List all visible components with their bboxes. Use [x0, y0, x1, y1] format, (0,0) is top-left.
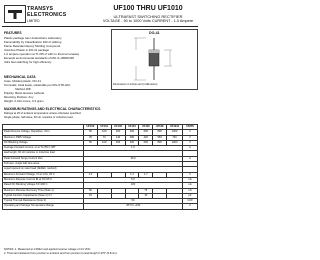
parameter-name-cell: Rated DC Blocking Voltage TA=100 C: [3, 183, 84, 188]
package-outline-box: [111, 29, 198, 90]
unit-cell: A: [183, 156, 198, 161]
parameter-name-cell: Operating and Storage Temperature Range: [3, 204, 84, 209]
voltage-current-spec: VOLTAGE - 50 to 1000 Volts CURRENT - 1.0 Ampere: [102, 19, 194, 23]
value-cell: 35: [83, 135, 97, 140]
parameter-name-cell: Typical Junction Capacitance (Note 2) CJ: [3, 193, 84, 198]
company-name-line1: TRANSYS: [27, 6, 54, 12]
unit-cell: nS: [183, 188, 198, 193]
feature-line: Flame Retardant Epoxy Molding Compound: [4, 44, 61, 48]
value-cell-span: 50: [83, 199, 182, 204]
company-logo: [4, 5, 26, 23]
value-cell: 1.7: [139, 172, 153, 177]
value-cell: 140: [111, 135, 125, 140]
value-cell: 600: [139, 130, 153, 135]
value-cell: 200: [111, 130, 125, 135]
mechanical-heading: MECHANICAL DATA: [4, 75, 36, 79]
parameter-name-cell: Average Forward Current, Io at TL=55 C 3/8": [3, 146, 84, 151]
value-cell: 1000: [167, 130, 183, 135]
header-divider: [2, 26, 198, 27]
parameter-name-cell: DC Blocking Voltage: [3, 140, 84, 145]
ratings-table: [2, 124, 198, 210]
parameter-name-cell: Maximum Reverse Recovery Time (Note 1): [3, 188, 84, 193]
footnote: NOTES: 1. Measured at 1.0MHz and applied reverse voltage of 4.0 VDC.: [4, 248, 92, 251]
part-title: UF100 THRU UF1010: [113, 5, 183, 12]
value-cell: 1000: [167, 140, 183, 145]
mechanical-line: Terminals: Axial leads, solderable per MIL-STD-202,: [4, 83, 71, 87]
value-cell: 280: [125, 135, 139, 140]
footnote: 2. Thermal resistance from junction to ambient and from junction to lead length 0.375" (9.5mm).: [4, 252, 118, 255]
value-cell: 800: [153, 140, 167, 145]
table-header-cell: UF101: [97, 125, 111, 130]
value-cell: 50: [83, 140, 97, 145]
value-cell: 400: [125, 130, 139, 135]
table-header-cell: UF106: [139, 125, 153, 130]
unit-cell: V: [183, 130, 198, 135]
value-cell-span: 30.0: [83, 156, 182, 161]
unit-cell: A: [183, 146, 198, 151]
table-header-cell: UF102: [111, 125, 125, 130]
unit-cell: uA: [183, 177, 198, 182]
mechanical-line: Mounting Position: Any: [4, 95, 34, 99]
parameter-name-cell: Peak Reverse Voltage, Repetitive, Vrrm: [3, 130, 84, 135]
value-cell: 800: [153, 130, 167, 135]
diode-package-drawing: [112, 30, 197, 89]
part-subtitle: ULTRAFAST SWITCHING RECTIFIER: [113, 14, 183, 19]
unit-cell: C: [183, 204, 198, 209]
value-cell: 560: [153, 135, 167, 140]
package-label: DO-41: [149, 31, 160, 35]
value-cell: 100: [97, 140, 111, 145]
value-cell: 1.3: [125, 172, 139, 177]
feature-line: Void-free Plastic in DO-41 package: [4, 48, 49, 52]
unit-cell: pF: [183, 193, 198, 198]
value-cell: 700: [167, 135, 183, 140]
value-cell: 50: [83, 130, 97, 135]
parameter-name-cell: Peak Forward Surge Current Ifsm: [3, 156, 84, 161]
parameter-name-cell: Maximum RMS Voltage: [3, 135, 84, 140]
unit-cell: V: [183, 135, 198, 140]
value-cell: 600: [139, 140, 153, 145]
value-cell-span: -55 TO +150: [83, 204, 182, 209]
unit-cell: uA: [183, 183, 198, 188]
ratings-note: Single phase, half wave, 60 Hz, resistive or inductive load.: [4, 116, 74, 119]
value-cell-span: 1.0: [83, 146, 182, 151]
features-heading: FEATURES: [4, 31, 22, 35]
table-header-cell: UF1010: [167, 125, 183, 130]
table-row: [3, 204, 198, 209]
table-body: [3, 130, 198, 209]
ratings-note: Ratings at 25 of ambient temperature unless otherwise specified.: [4, 112, 82, 115]
value-cell: 1.0: [83, 172, 97, 177]
feature-line: Exceeds environmental standards of MIL-S-19500/228: [4, 56, 74, 60]
feature-line: 1.0 ampere operation at TL=55 of with no thermal runaway: [4, 52, 80, 56]
ratings-heading: MAXIMUM RATINGS AND ELECTRICAL CHARACTERISTICS: [4, 107, 101, 111]
parameter-name-cell: Maximum Reverse Current IR at TA=25 C: [3, 177, 84, 182]
transys-logo-icon: [7, 8, 23, 20]
table-header-cell: UF100: [83, 125, 97, 130]
value-cell: 10: [139, 193, 153, 198]
parameter-name-cell: 8.3msec. single half sine-wave: [3, 162, 84, 167]
value-cell: 200: [111, 140, 125, 145]
unit-cell: V: [183, 140, 198, 145]
company-tagline: LIMITED: [27, 19, 40, 23]
company-name: [27, 6, 66, 24]
package-dimension-note: Dimensions in inches and (millimeters): [113, 83, 158, 86]
mechanical-line: Case: Molded plastic, DO-41: [4, 79, 41, 83]
feature-line: Plastic package has Underwriters Laboratory: [4, 36, 62, 40]
value-cell: 75: [139, 188, 153, 193]
feature-line: Flammability by Classification 94V-O utilizing: [4, 40, 62, 44]
parameter-name-cell: Maximum Forward Voltage, Vf at 1.0A, 25 C: [3, 172, 84, 177]
value-cell-span: 100: [83, 183, 182, 188]
value-cell-span: 5.0: [83, 177, 182, 182]
parameter-name-cell: Typical Thermal Resistance (Note 3): [3, 199, 84, 204]
table-header-cell: UF108: [153, 125, 167, 130]
table-header-cell: UF104: [125, 125, 139, 130]
mechanical-line: Polarity: Band denotes cathode: [4, 91, 45, 95]
feature-line: Ultra fast switching for high efficiency: [4, 60, 52, 64]
value-cell: 50: [83, 188, 97, 193]
parameter-name-cell: lead length, 60 Hz resistive or inductive load: [3, 151, 84, 156]
mechanical-line: Method 208: [4, 87, 31, 91]
unit-cell: V: [183, 172, 198, 177]
value-cell: 100: [97, 130, 111, 135]
value-cell: 15: [83, 193, 97, 198]
unit-cell: C/W: [183, 199, 198, 204]
value-cell: 400: [125, 140, 139, 145]
table-header-cell: UNITS: [183, 125, 198, 130]
company-name-line2: ELECTRONICS: [27, 12, 67, 18]
parameter-name-cell: superimposed on rated load (JEDEC method): [3, 167, 84, 172]
value-cell: 420: [139, 135, 153, 140]
value-cell: 70: [97, 135, 111, 140]
mechanical-line: Weight: 0.012 ounce, 0.3 gram: [4, 99, 44, 103]
